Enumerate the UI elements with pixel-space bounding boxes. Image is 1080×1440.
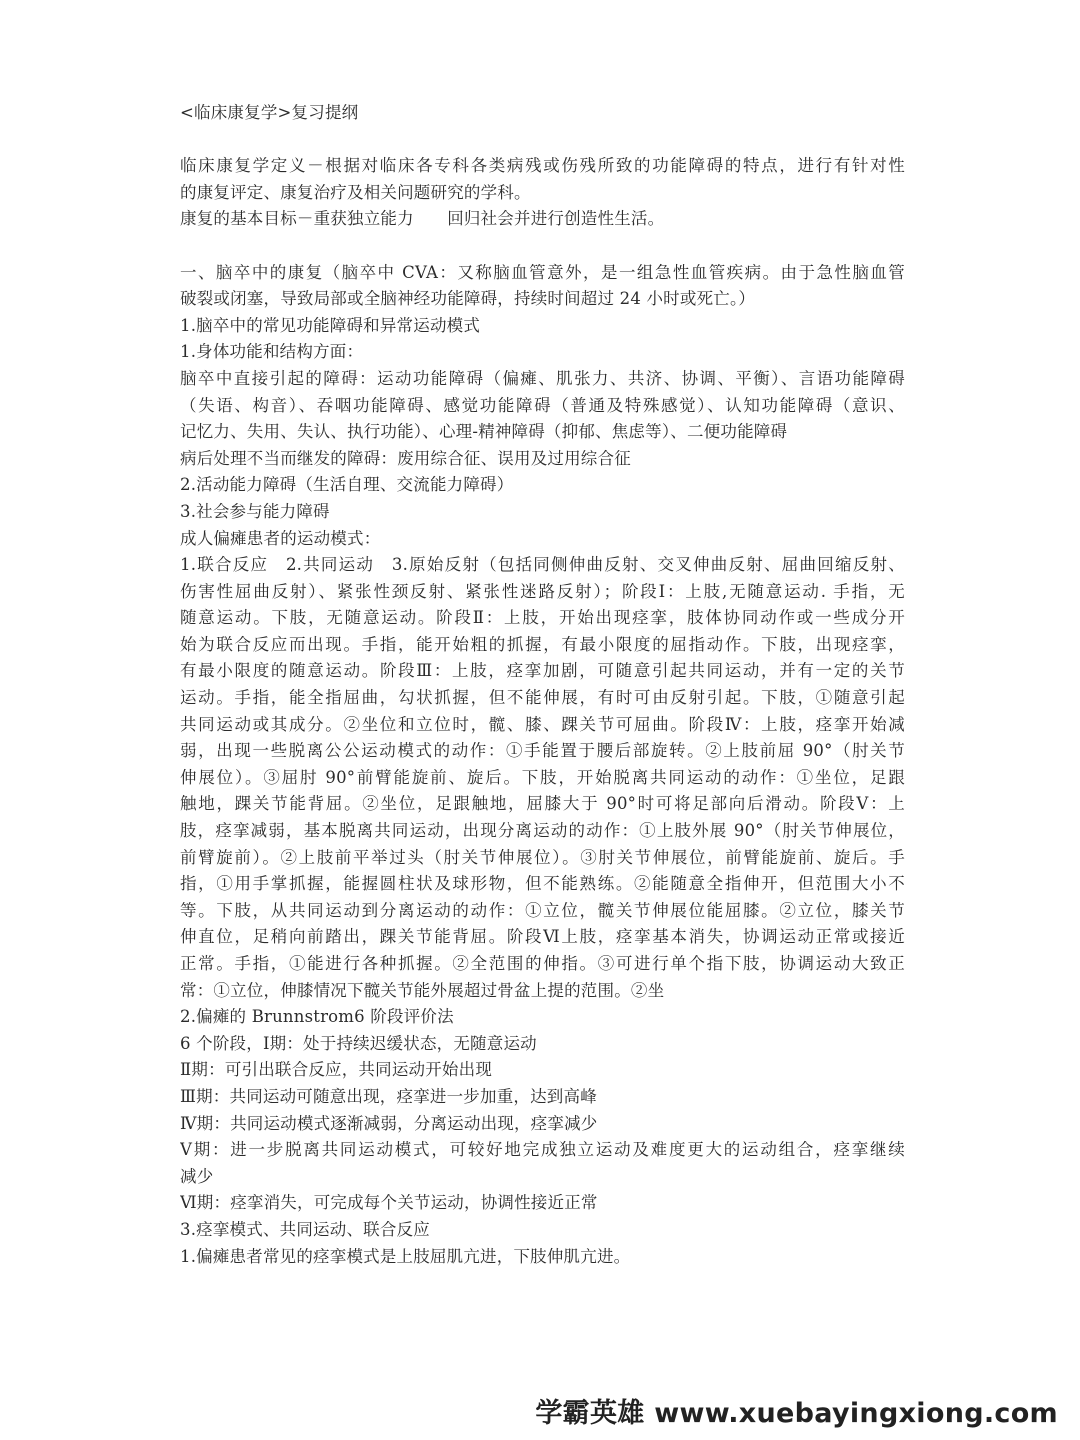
spasticity-pattern: 1.偏瘫患者常见的痉挛模式是上肢屈肌亢进，下肢伸肌亢进。 [180, 1246, 631, 1266]
text-line: 常：①立位，伸膝情况下髋关节能外展超过骨盆上提的范围。②坐 [180, 980, 665, 1000]
spasticity-heading: 3.痉挛模式、共同运动、联合反应 [180, 1219, 430, 1239]
direct-impairments-paragraph [180, 366, 905, 446]
brunnstrom-stage-3: Ⅲ期：共同运动可随意出现，痉挛进一步加重，达到高峰 [180, 1086, 597, 1106]
brunnstrom-stage-4: Ⅳ期：共同运动模式逐渐减弱，分离运动出现，痉挛减少 [180, 1113, 598, 1133]
secondary-impairments: 病后处理不当而继发的障碍：废用综合征、误用及过用综合征 [180, 448, 631, 468]
text-line: 运动。手指，能全指屈曲，勾状抓握，但不能伸展，有时可由反射引起。下肢，①随意引起 [180, 688, 905, 708]
heading-body-structure: 1.身体功能和结构方面： [180, 342, 364, 362]
text-line: 指，①用手掌抓握，能握圆柱状及球形物，但不能熟练。②能随意全指伸开，但范围大小不 [180, 874, 905, 894]
text-line: 的康复评定、康复治疗及相关问题研究的学科。 [180, 182, 531, 202]
brunnstrom-stage-6: Ⅵ期：痉挛消失，可完成每个关节运动，协调性接近正常 [180, 1193, 598, 1213]
text-line: 触地，踝关节能背屈。②坐位，足跟触地，屈膝大于 90°时可将足部向后滑动。阶段Ⅴ：上 [180, 794, 905, 814]
text-line: 伸直位，足稍向前踏出，踝关节能背屈。阶段Ⅵ上肢，痉挛基本消失，协调运动正常或接近 [180, 927, 905, 947]
text-line: 记忆力、失用、失认、执行功能）、心理-精神障碍（抑郁、焦虑等）、二便功能障碍 [180, 422, 788, 442]
text-line: 破裂或闭塞，导致局部或全脑神经功能障碍，持续时间超过 24 小时或死亡。） [180, 289, 756, 309]
stages-paragraph [180, 552, 905, 1004]
rehab-goal: 康复的基本目标－重获独立能力 回归社会并进行创造性生活。 [180, 209, 665, 229]
text-line: 共同运动或其成分。②坐位和立位时，髋、膝、踝关节可屈曲。阶段Ⅳ：上肢，痉挛开始减 [180, 714, 905, 734]
text-line: 始为联合反应而出现。手指，能开始粗的抓握，有最小限度的屈指动作。下肢，出现痉挛， [180, 634, 905, 654]
adult-patterns-heading: 成人偏瘫患者的运动模式： [180, 528, 381, 548]
text-line: 临床康复学定义－根据对临床各专科各类病残或伤残所致的功能障碍的特点，进行有针对性 [180, 156, 905, 176]
text-line: 1.联合反应 2.共同运动 3.原始反射（包括同侧伸曲反射、交叉伸曲反射、屈曲回缩反射、 [180, 555, 905, 575]
text-line: 有最小限度的随意运动。阶段Ⅲ：上肢，痉挛加剧，可随意引起共同运动，并有一定的关节 [180, 661, 905, 681]
text-line: 等。下肢，从共同运动到分离运动的动作：①立位，髋关节伸展位能屈膝。②立位，膝关节 [180, 900, 905, 920]
text-line: Ⅴ期：进一步脱离共同运动模式，可较好地完成独立运动及难度更大的运动组合，痉挛继续 [180, 1140, 905, 1160]
document-title: <临床康复学>复习提纲 [180, 103, 359, 122]
text-line: 前臂旋前）。②上肢前平举过头（肘关节伸展位）。③肘关节伸展位，前臂能旋前、旋后。手 [180, 847, 905, 867]
text-line: （失语、构音）、吞咽功能障碍、感觉功能障碍（普通及特殊感觉）、认知功能障碍（意识、 [180, 395, 905, 415]
brunnstrom-stage-5 [180, 1137, 905, 1190]
text-line: 正常。手指，①能进行各种抓握。②全范围的伸指。③可进行单个指下肢，协调运动大致正 [180, 954, 905, 973]
text-line: 脑卒中直接引起的障碍：运动功能障碍（偏瘫、肌张力、共济、协调、平衡）、言语功能障碍 [180, 368, 905, 388]
text-line: 弱，出现一些脱离公公运动模式的动作：①手能置于腰后部旋转。②上肢前屈 90°（肘关节 [180, 741, 905, 761]
brunnstrom-stage-2: Ⅱ期：可引出联合反应，共同运动开始出现 [180, 1060, 493, 1080]
spacer [180, 233, 905, 260]
definition-paragraph [180, 153, 905, 206]
site-watermark: 学霸英雄 www.xuebayingxiong.com [535, 1398, 1058, 1429]
text-line: 减少 [180, 1166, 214, 1186]
participation-restriction: 3.社会参与能力障碍 [180, 501, 330, 521]
section-stroke-intro [180, 260, 905, 313]
brunnstrom-stage-1: 6 个阶段，Ⅰ期：处于持续迟缓状态，无随意运动 [180, 1033, 537, 1053]
text-line: 伤害性屈曲反射）、紧张性颈反射、紧张性迷路反射）；阶段Ⅰ：上肢,无随意运动. 手指，无 [180, 581, 905, 601]
activity-limitation: 2.活动能力障碍（生活自理、交流能力障碍） [180, 475, 514, 495]
brunnstrom-heading: 2.偏瘫的 Brunnstrom6 阶段评价法 [180, 1007, 454, 1027]
text-line: 一、脑卒中的康复（脑卒中 CVA：又称脑血管意外，是一组急性血管疾病。由于急性脑血管 [180, 262, 905, 282]
document-page [180, 100, 905, 1270]
heading-impairments: 1.脑卒中的常见功能障碍和异常运动模式 [180, 315, 481, 335]
text-line: 伸展位）。③屈肘 90°前臂能旋前、旋后。下肢，开始脱离共同运动的动作：①坐位，足跟 [180, 767, 905, 787]
text-line: 肢，痉挛减弱，基本脱离共同运动，出现分离运动的动作：①上肢外展 90°（肘关节伸展位， [180, 821, 905, 841]
text-line: 随意运动。下肢，无随意运动。阶段Ⅱ：上肢，开始出现痉挛，肢体协同动作或一些成分开 [180, 608, 905, 628]
